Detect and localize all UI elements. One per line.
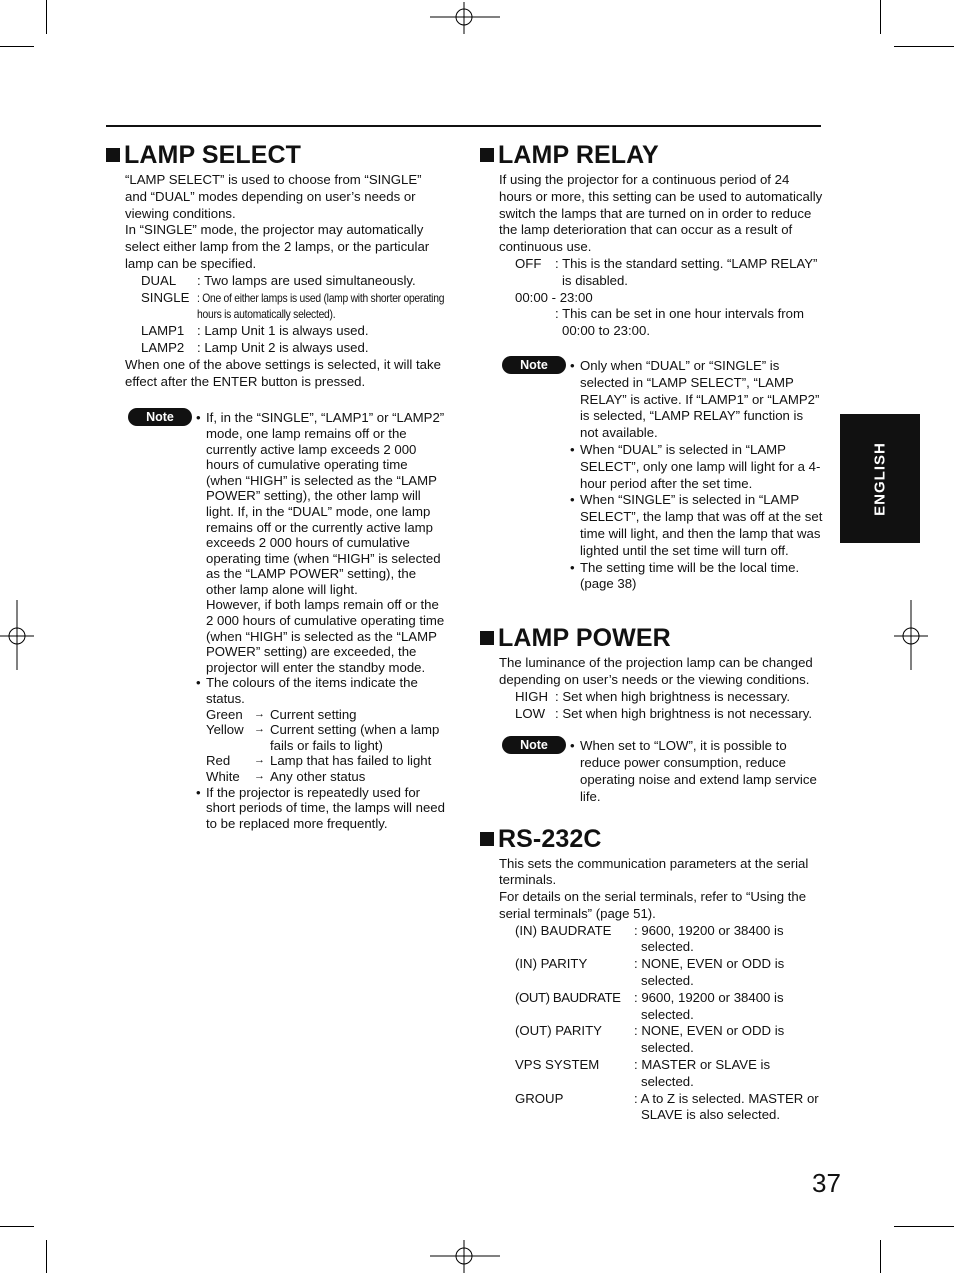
note-bullet: • The colours of the items indicate the status. <box>196 675 418 707</box>
option-row: LAMP2 : Lamp Unit 2 is always used. <box>141 339 369 355</box>
status-color-row: White → Any other status <box>206 769 366 785</box>
header-rule <box>106 125 821 127</box>
option-row: OFF : This is the standard setting. “LAMP RELAY” is disabled. <box>515 255 818 288</box>
rs232c-section <box>480 824 825 1125</box>
lamp-select-note <box>128 410 446 831</box>
arrow-icon: → <box>254 723 265 736</box>
param-row: (IN) PARITY : NONE, EVEN or ODD is selected. <box>515 956 785 989</box>
rs232c-intro: This sets the communication parameters at the serial terminals. <box>499 855 809 888</box>
lamp-relay-note <box>502 358 825 593</box>
option-row: DUAL : Two lamps are used simultaneously. <box>141 272 416 288</box>
registration-mark-top <box>430 0 500 34</box>
param-row: (OUT) PARITY : NONE, EVEN or ODD is selected. <box>515 1023 785 1056</box>
lamp-power-section <box>480 623 825 805</box>
option-row: HIGH : Set when high brightness is necessary. <box>515 688 791 704</box>
option-row: SINGLE : One of either lamps is used (lamp with shorter operating hours is automatically selected). <box>141 289 445 322</box>
param-row: VPS SYSTEM : MASTER or SLAVE is selected. <box>515 1057 771 1089</box>
range-key: 00:00 - 23:00 <box>515 289 593 305</box>
lamp-relay-heading: LAMP RELAY <box>480 140 825 170</box>
arrow-icon: → <box>254 707 265 720</box>
note-badge: Note <box>502 356 566 374</box>
right-column <box>480 140 825 1124</box>
registration-mark-right <box>894 600 928 670</box>
heading-square-icon <box>480 631 494 645</box>
option-row: LAMP1 : Lamp Unit 1 is always used. <box>141 323 369 339</box>
heading-square-icon <box>480 832 494 846</box>
status-color-row: Yellow → Current setting (when a lamp fails or fails to light) <box>206 722 440 753</box>
status-color-row: Green → Current setting <box>206 706 357 722</box>
note-bullet: • Only when “DUAL” or “SINGLE” is selected in “LAMP SELECT”, “LAMP RELAY” is active. If “LAMP1” or “LAMP2” is selected, “LAMP RELAY” function is not available. <box>570 357 820 441</box>
arrow-icon: → <box>254 754 265 767</box>
note-bullet: • When “SINGLE” is selected in “LAMP SELECT”, the lamp that was off at the set time will light, and then the lamp that was lighted until the set time will turn off. <box>570 492 823 558</box>
lamp-power-note <box>502 738 825 805</box>
lamp-select-section <box>106 140 446 831</box>
param-row: GROUP : A to Z is selected. MASTER or SLAVE is also selected. <box>515 1090 819 1123</box>
lamp-select-intro2: In “SINGLE” mode, the projector may automatically select either lamp from the 2 lamps, or the particular lamp can be specified. <box>125 222 430 271</box>
heading-square-icon <box>480 148 494 162</box>
heading-square-icon <box>106 148 120 162</box>
rs232c-heading: RS-232C <box>480 824 825 854</box>
note-badge: Note <box>128 408 192 426</box>
lamp-power-heading: LAMP POWER <box>480 623 825 653</box>
lamp-power-intro: The luminance of the projection lamp can be changed depending on user’s needs or the viewing conditions. <box>499 655 813 687</box>
lamp-relay-section <box>480 140 825 593</box>
param-row: (OUT) BAUDRATE : 9600, 19200 or 38400 is selected. <box>515 989 784 1022</box>
status-color-row: Red → Lamp that has failed to light <box>206 753 432 769</box>
note-bullet: • When “DUAL” is selected in “LAMP SELECT”, only one lamp will light for a 4-hour period after the set time. <box>570 441 821 491</box>
registration-mark-left <box>0 600 34 670</box>
lamp-select-after: When one of the above settings is selected, it will take effect after the ENTER button is pressed. <box>125 356 441 389</box>
note-bullet: • If, in the “SINGLE”, “LAMP1” or “LAMP2” mode, one lamp remains off or the currently active lamp exceeds 2 000 hours of cumulative operating time (when “HIGH” is selected as the “LAMP POWER” setting), the other lamp will light. If, in the “DUAL” mode, one lamp remains off or the currently active lamp exceeds 2 000 hours of cumulative operating time (when “HIGH” is selected as the “LAMP POWER” setting), the other lamp alone will light. However, if both lamps remain off or the 2 000 hours of cumulative operating time (when “HIGH” is selected as the “LAMP POWER” setting) are exceeded, the projector will enter the standby mode. <box>196 410 445 675</box>
note-bullet: • The setting time will be the local time. (page 38) <box>570 559 800 592</box>
registration-mark-bottom <box>430 1240 500 1273</box>
option-row: LOW : Set when high brightness is not necessary. <box>515 705 813 721</box>
option-row: : This can be set in one hour intervals from 00:00 to 23:00. <box>555 306 804 339</box>
lamp-select-heading: LAMP SELECT <box>106 140 446 170</box>
status-color-list <box>196 707 446 785</box>
page-number: 37 <box>812 1168 841 1198</box>
lamp-select-intro: “LAMP SELECT” is used to choose from “SINGLE” and “DUAL” modes depending on user’s needs or viewing conditions. <box>125 172 422 221</box>
note-bullet: • If the projector is repeatedly used for short periods of time, the lamps will need to be replaced more frequently. <box>196 784 445 831</box>
lamp-relay-intro: If using the projector for a continuous period of 24 hours or more, this setting can be used to automatically switch the lamps that are turned on in order to reduce the lamp deterioration that can occur as a result of continuous use. <box>499 172 823 255</box>
note-bullet: • When set to “LOW”, it is possible to reduce power consumption, reduce operating noise and extend lamp service life. <box>570 738 817 804</box>
arrow-icon: → <box>254 770 265 783</box>
language-tab: ENGLISH <box>840 414 920 543</box>
param-row: (IN) BAUDRATE : 9600, 19200 or 38400 is selected. <box>515 922 784 955</box>
rs232c-intro2: For details on the serial terminals, refer to “Using the serial terminals” (page 51). <box>499 889 807 921</box>
note-badge: Note <box>502 736 566 754</box>
